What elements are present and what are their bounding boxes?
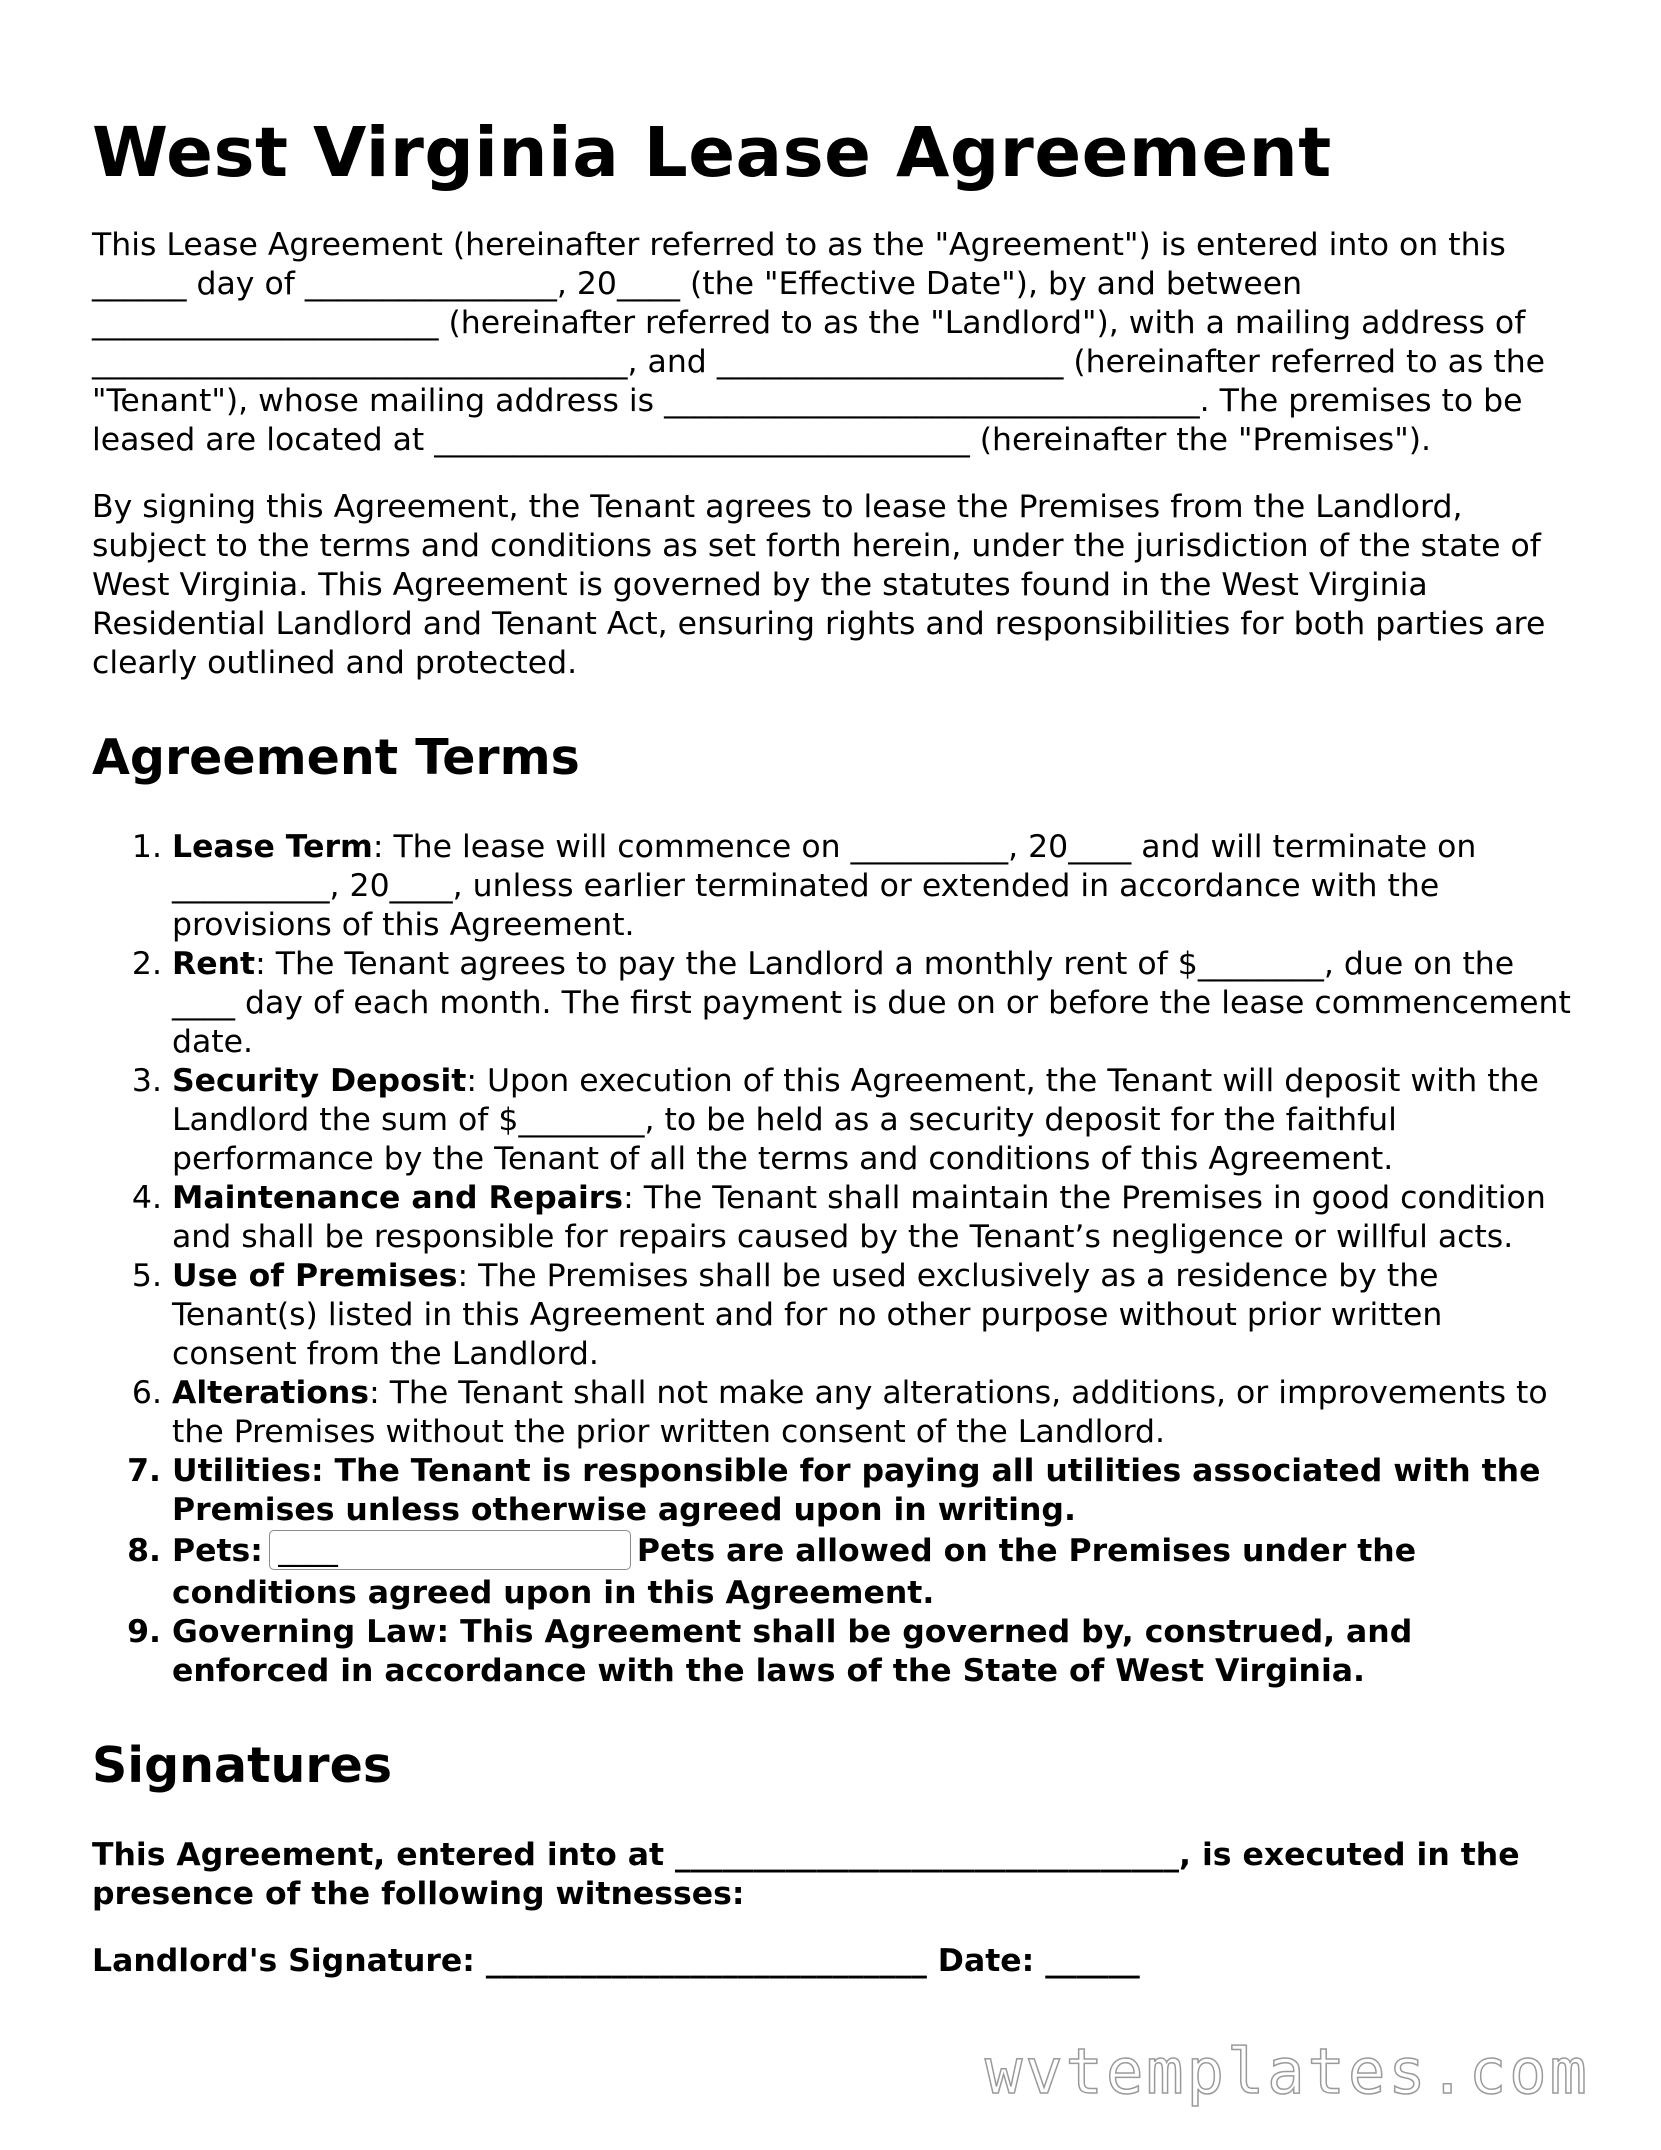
tenant-name-blank[interactable]: ______________________	[716, 344, 1064, 380]
term-label: Security Deposit	[172, 1063, 467, 1099]
term-text: , unless earlier terminated or extended in accordance with the provisions of this Agreement.	[172, 868, 1440, 943]
term-text: and will terminate on	[1131, 829, 1477, 865]
intro-text: , and	[627, 344, 717, 380]
term-text: , 20	[1008, 829, 1069, 865]
term-label: Lease Term	[172, 829, 373, 865]
deposit-amount-blank[interactable]: ________	[518, 1102, 645, 1138]
term-security-deposit	[172, 1062, 1572, 1179]
term-text: , to be held as a security deposit for the faithful performance by the Tenant of all the terms and conditions of this Agreement.	[172, 1102, 1397, 1177]
term-text: , due on the	[1323, 946, 1515, 982]
year-blank[interactable]: ____	[616, 266, 680, 302]
start-date-blank[interactable]: __________	[850, 829, 1009, 865]
landlord-name-blank[interactable]: ______________________	[92, 305, 439, 341]
term-alterations	[172, 1374, 1572, 1452]
term-label: Maintenance and Repairs	[172, 1180, 624, 1216]
watermark: wvtemplates.com	[985, 2035, 1590, 2108]
term-label: Use of Premises	[172, 1258, 458, 1294]
document-page	[92, 108, 1572, 2009]
end-year-blank[interactable]: ____	[389, 868, 453, 904]
rent-due-day-blank[interactable]: ____	[172, 985, 235, 1021]
term-text: : The Premises shall be used exclusively as a residence by the Tenant(s) listed in this Agreement and for no other purpose without prior written consent from the Landlord.	[172, 1258, 1443, 1372]
term-rent	[172, 945, 1572, 1062]
page-title: West Virginia Lease Agreement	[92, 113, 1332, 193]
intro-text: This Lease Agreement (hereinafter referred to as the "Agreement") is entered into on this	[92, 227, 1506, 263]
term-pets	[172, 1530, 1572, 1613]
intro-text: (hereinafter the "Premises").	[969, 422, 1431, 458]
month-blank[interactable]: ________________	[304, 266, 557, 302]
execution-text: , is executed in the presence of the following witnesses:	[92, 1837, 1520, 1912]
term-text: : Upon execution of this Agreement, the Tenant will deposit with the Landlord the sum of $	[172, 1063, 1539, 1138]
term-use-of-premises	[172, 1257, 1572, 1374]
start-year-blank[interactable]: ____	[1068, 829, 1132, 865]
execution-text: This Agreement, entered into at	[92, 1837, 676, 1873]
signatures-heading: Signatures	[92, 1737, 392, 1794]
agreement-terms-heading: Agreement Terms	[92, 729, 580, 786]
term-lease	[172, 828, 1572, 945]
intro-paragraph	[92, 226, 1572, 460]
jurisdiction-paragraph: By signing this Agreement, the Tenant agrees to lease the Premises from the Landlord, subject to the terms and conditions as set forth herein, under the jurisdiction of the state of West Virginia. This Agreement is governed by the statutes found in the West Virginia Residential Landlord and Tenant Act, ensuring rights and responsibilities for both parties are clearly outlined and protected.	[92, 489, 1546, 681]
terms-list	[92, 828, 1572, 1691]
term-label: Pets:	[172, 1533, 263, 1569]
landlord-signature-line	[92, 1942, 1572, 1981]
landlord-signature-blank[interactable]: ____________________________	[485, 1943, 927, 1979]
intro-text: , 20	[556, 266, 617, 302]
date-label: Date:	[926, 1943, 1046, 1979]
term-text: Pets are allowed on the Premises under the conditions agreed upon in this Agreement.	[172, 1533, 1417, 1611]
tenant-address-blank[interactable]: __________________________________	[664, 383, 1200, 419]
term-maintenance	[172, 1179, 1572, 1257]
premises-address-blank[interactable]: __________________________________	[434, 422, 970, 458]
term-text: , 20	[329, 868, 390, 904]
intro-text: (hereinafter referred to as the "Landlord"), with a mailing address of	[438, 305, 1526, 341]
intro-text: day of	[186, 266, 305, 302]
term-text: : The Tenant agrees to pay the Landlord a monthly rent of $	[255, 946, 1198, 982]
end-date-blank[interactable]: __________	[172, 868, 330, 904]
term-text: day of each month. The first payment is due on or before the lease commencement date.	[172, 985, 1571, 1060]
landlord-address-blank[interactable]: __________________________________	[92, 344, 628, 380]
term-text: : The Tenant shall not make any alterations, additions, or improvements to the Premises without the prior written consent of the Landlord.	[172, 1375, 1548, 1450]
term-label: Alterations	[172, 1375, 370, 1411]
term-governing-law: 9. Governing Law: This Agreement shall be governed by, construed, and enforced in accordance with the laws of the State of West Virginia.	[172, 1613, 1572, 1691]
pets-input[interactable]	[269, 1530, 631, 1570]
term-text: : The lease will commence on	[372, 829, 851, 865]
intro-text: (the "Effective Date"), by and between	[679, 266, 1303, 302]
rent-amount-blank[interactable]: ________	[1197, 946, 1324, 982]
date-blank[interactable]: ______	[1045, 1943, 1140, 1979]
day-blank[interactable]: ______	[92, 266, 187, 302]
intro-text: . The premises to be leased are located at	[92, 383, 1523, 458]
execution-paragraph	[92, 1836, 1572, 1914]
term-text: : The Tenant shall maintain the Premises in good condition and shall be responsible for repairs caused by the Tenant’s negligence or willful acts.	[172, 1180, 1546, 1255]
term-utilities: 7. Utilities: The Tenant is responsible for paying all utilities associated with the Premises unless otherwise agreed upon in writing.	[172, 1452, 1572, 1530]
intro-text: (hereinafter referred to as the "Tenant"), whose mailing address is	[92, 344, 1546, 419]
term-label: Rent	[172, 946, 256, 982]
landlord-signature-label: Landlord's Signature:	[92, 1943, 486, 1979]
execution-location-blank[interactable]: ________________________________	[675, 1837, 1180, 1873]
